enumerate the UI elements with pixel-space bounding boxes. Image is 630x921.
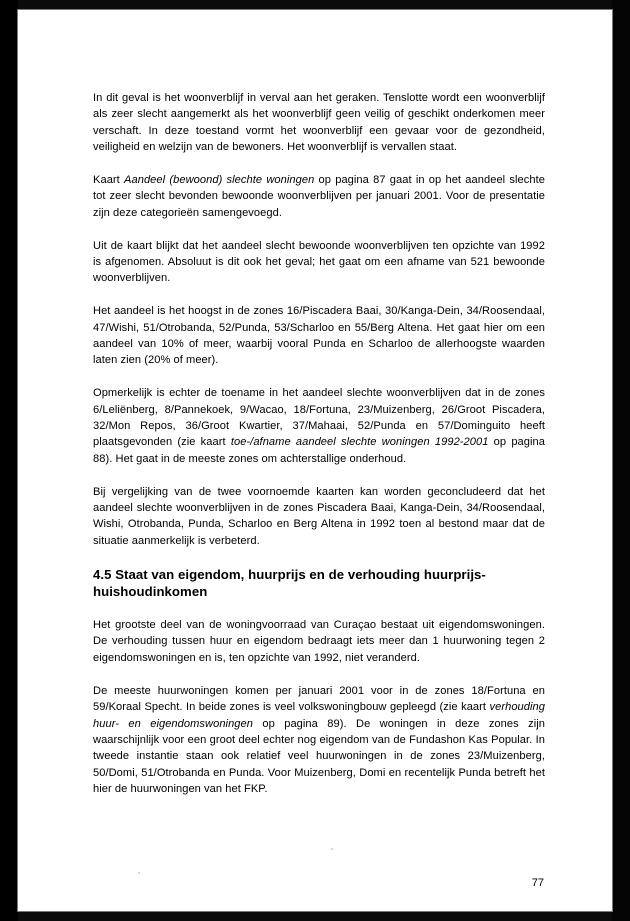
paragraph-5-text-a: Opmerkelijk is echter de toename in het aandeel slechte woonverblijven dat in de zones 6/Leliënberg, 8/Pannekoek, 9/Wacao, 18/Fortuna, 23/Muizenberg, 26/Groot Piscadera, 32/Mon Repos, 36/Groot Kwartier, 37/Mahaai, 52/Punda en 57/Dominguito heeft plaatsgevonden (zie kaart bbox=[93, 387, 545, 449]
paragraph-1-text: In dit geval is het woonverblijf in verval aan het geraken. Tenslotte wordt een woonverblijf als zeer slecht aangemerkt als het woonverblijf geen veilig of geschikt onderkomen meer verschaft. In deze toestand vormt het woonverblijf een gevaar voor de gezondheid, veiligheid en welzijn van de bewoners. Het woonverblijf is vervallen staat. bbox=[93, 92, 545, 154]
paragraph-spacer bbox=[93, 221, 545, 237]
paragraph-spacer bbox=[93, 666, 545, 682]
paragraph-8-text-b: op pagina 89). De woningen in deze zones zijn waarschijnlijk voor een groot deel echter nog eigendom van de Fundashon Kas Popular. In tweede instantie staan ook relatief veel huurwoningen in de zones 23/Muizenberg, 50/Domi, 51/Otrobanda en Punda. Voor Muizenberg, Domi en recentelijk Punda betreft het hier de huurwoningen van het FKP. bbox=[93, 717, 545, 796]
map-title-toename-afname: toe-/afname aandeel slechte woningen 1992-2001 bbox=[230, 436, 489, 449]
heading-spacer bbox=[93, 601, 545, 617]
paragraph-4-text: Het aandeel is het hoogst in de zones 16/Piscadera Baai, 30/Kanga-Dein, 34/Roosendaal, 47/Wishi, 51/Otrobanda, 52/Punda, 53/Scharloo en 55/Berg Altena. Het gaat hier om een aandeel van 10% of meer, waarbij vooral Punda en Scharloo de allerhoogste waarden laten zien (20% of meer). bbox=[93, 305, 545, 367]
book-spine-right bbox=[612, 0, 630, 921]
page-number: 77 bbox=[531, 877, 544, 889]
paragraph-spacer bbox=[93, 467, 545, 483]
paragraph-2-text-a: Kaart bbox=[93, 174, 125, 187]
paragraph-spacer bbox=[93, 156, 545, 172]
section-heading: 4.5 Staat van eigendom, huurprijs en de verhouding huurprijs-huishoudinkomen bbox=[93, 566, 486, 600]
paragraph-6-text: Bij vergelijking van de twee voornoemde kaarten kan worden geconcludeerd dat het aandeel slechte woonverblijven in de zones Piscadera Baai, Kanga-Dein, 34/Roosendaal, Wishi, Otrobanda, Punda, Scharloo en Berg Altena in 1992 toen al bestond maar dat de situatie aanmerkelijk is verbeterd. bbox=[93, 485, 545, 547]
paragraph-spacer bbox=[93, 369, 545, 385]
paragraph-5 bbox=[93, 385, 545, 467]
paragraph-2-text-b: op pagina 87 gaat in op het aandeel slechte tot zeer slecht bevonden bewoonde woonverblijven per januari 2001. Voor de presentatie zijn deze categorieën samengevoegd. bbox=[93, 174, 545, 219]
map-title-verhouding-huur-eigendom: verhouding huur- en eigendomswoningen bbox=[93, 701, 545, 730]
map-title-aandeel-slechte-woningen: Aandeel (bewoond) slechte woningen bbox=[124, 174, 315, 187]
paragraph-spacer bbox=[93, 287, 545, 303]
paragraph-7-text: Het grootste deel van de woningvoorraad van Curaçao bestaat uit eigendomswoningen. De verhouding tussen huur en eigendom bedraagt iets meer dan 1 huurwoning tegen 2 eigendomswoningen en is, ten opzichte van 1992, niet veranderd. bbox=[93, 619, 545, 664]
paragraph-7 bbox=[93, 617, 545, 666]
paper-speck bbox=[331, 848, 333, 850]
paragraph-8 bbox=[93, 683, 545, 798]
paragraph-3-text: Uit de kaart blijkt dat het aandeel slecht bewoonde woonverblijven ten opzichte van 1992 is afgenomen. Absoluut is dit ook het geval; het gaat om een afname van 521 bewoonde woonverblijven. bbox=[93, 239, 545, 285]
page-text-column bbox=[93, 90, 545, 850]
paragraph-6 bbox=[93, 484, 545, 550]
book-spine-left bbox=[0, 0, 18, 921]
paragraph-spacer bbox=[93, 549, 545, 565]
paragraph-5-text-b: op pagina 88). Het gaat in de meeste zones om achterstallige onderhoud. bbox=[93, 436, 545, 465]
paragraph-4 bbox=[93, 303, 545, 369]
paper-speck bbox=[138, 872, 140, 874]
document-page bbox=[18, 10, 612, 911]
paragraph-1 bbox=[93, 90, 545, 156]
paragraph-3 bbox=[93, 238, 545, 287]
paragraph-2 bbox=[93, 172, 545, 221]
paragraph-8-text-a: De meeste huurwoningen komen per januari 2001 voor in de zones 18/Fortuna en 59/Koraal Specht. In beide zones is veel volkswoningbouw gepleegd (zie kaart bbox=[93, 684, 545, 714]
